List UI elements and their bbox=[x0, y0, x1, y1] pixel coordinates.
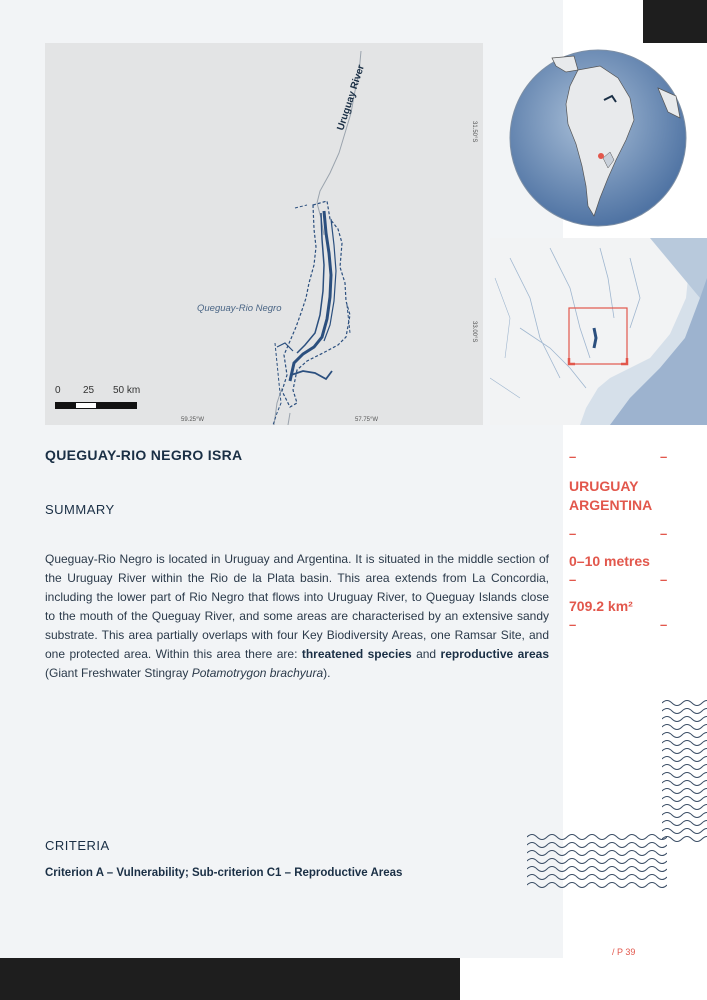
page-number: / P 39 bbox=[612, 947, 636, 957]
criteria-text: Criterion A – Vulnerability; Sub-criterion C1 – Reproductive Areas bbox=[45, 867, 403, 879]
wave-pattern-right bbox=[662, 697, 707, 847]
detail-map-svg bbox=[45, 43, 483, 425]
river-channel bbox=[290, 211, 331, 381]
country-argentina: ARGENTINA bbox=[569, 497, 653, 513]
country-uruguay: URUGUAY bbox=[569, 478, 639, 494]
lon-label-left: 59.25°W bbox=[181, 417, 205, 423]
river-label: Uruguay River bbox=[335, 63, 367, 132]
regional-map bbox=[490, 238, 707, 425]
country-list bbox=[569, 477, 669, 515]
corner-block bbox=[643, 0, 707, 43]
location-marker-icon bbox=[598, 153, 604, 159]
scale-label-25: 25 bbox=[83, 385, 95, 396]
summary-heading: SUMMARY bbox=[45, 502, 115, 517]
area-label: Queguay-Rio Negro bbox=[197, 303, 282, 314]
depth-range: 0–10 metres bbox=[569, 553, 650, 569]
summary-text: Queguay-Rio Negro is located in Uruguay and Argentina. It is situated in the middle section of the Uruguay River within the Rio de la Plata basin. This area extends from La Concordia, including the lower part of Rio Negro that flows into Uruguay River, to Queguay Islands close to the mouth of the Queguay River, and some areas are characterised by an extensive sandy substrate. This area partially overlaps with four Key Biodiversity Areas, one Ramsar Site, and one protected area. Within this area there are: threatened species and reproductive areas (Giant Freshwater Stingray Potamotrygon brachyura). bbox=[45, 552, 550, 680]
lon-label-right: 57.75°W bbox=[355, 417, 379, 423]
lat-label-bottom: 33.00°S bbox=[471, 321, 477, 343]
globe-map bbox=[508, 48, 688, 228]
detail-map bbox=[45, 43, 483, 425]
lat-label-top: 31.50°S bbox=[471, 121, 477, 143]
scale-bar bbox=[55, 385, 155, 398]
area-size: 709.2 km² bbox=[569, 598, 633, 614]
criteria-heading: CRITERIA bbox=[45, 838, 110, 853]
scale-label-50: 50 km bbox=[113, 385, 141, 396]
scale-label-0: 0 bbox=[55, 385, 61, 396]
wave-pattern-bottom bbox=[527, 831, 667, 891]
page-title: QUEGUAY-RIO NEGRO ISRA bbox=[45, 447, 243, 463]
bottom-bar bbox=[0, 958, 460, 1000]
